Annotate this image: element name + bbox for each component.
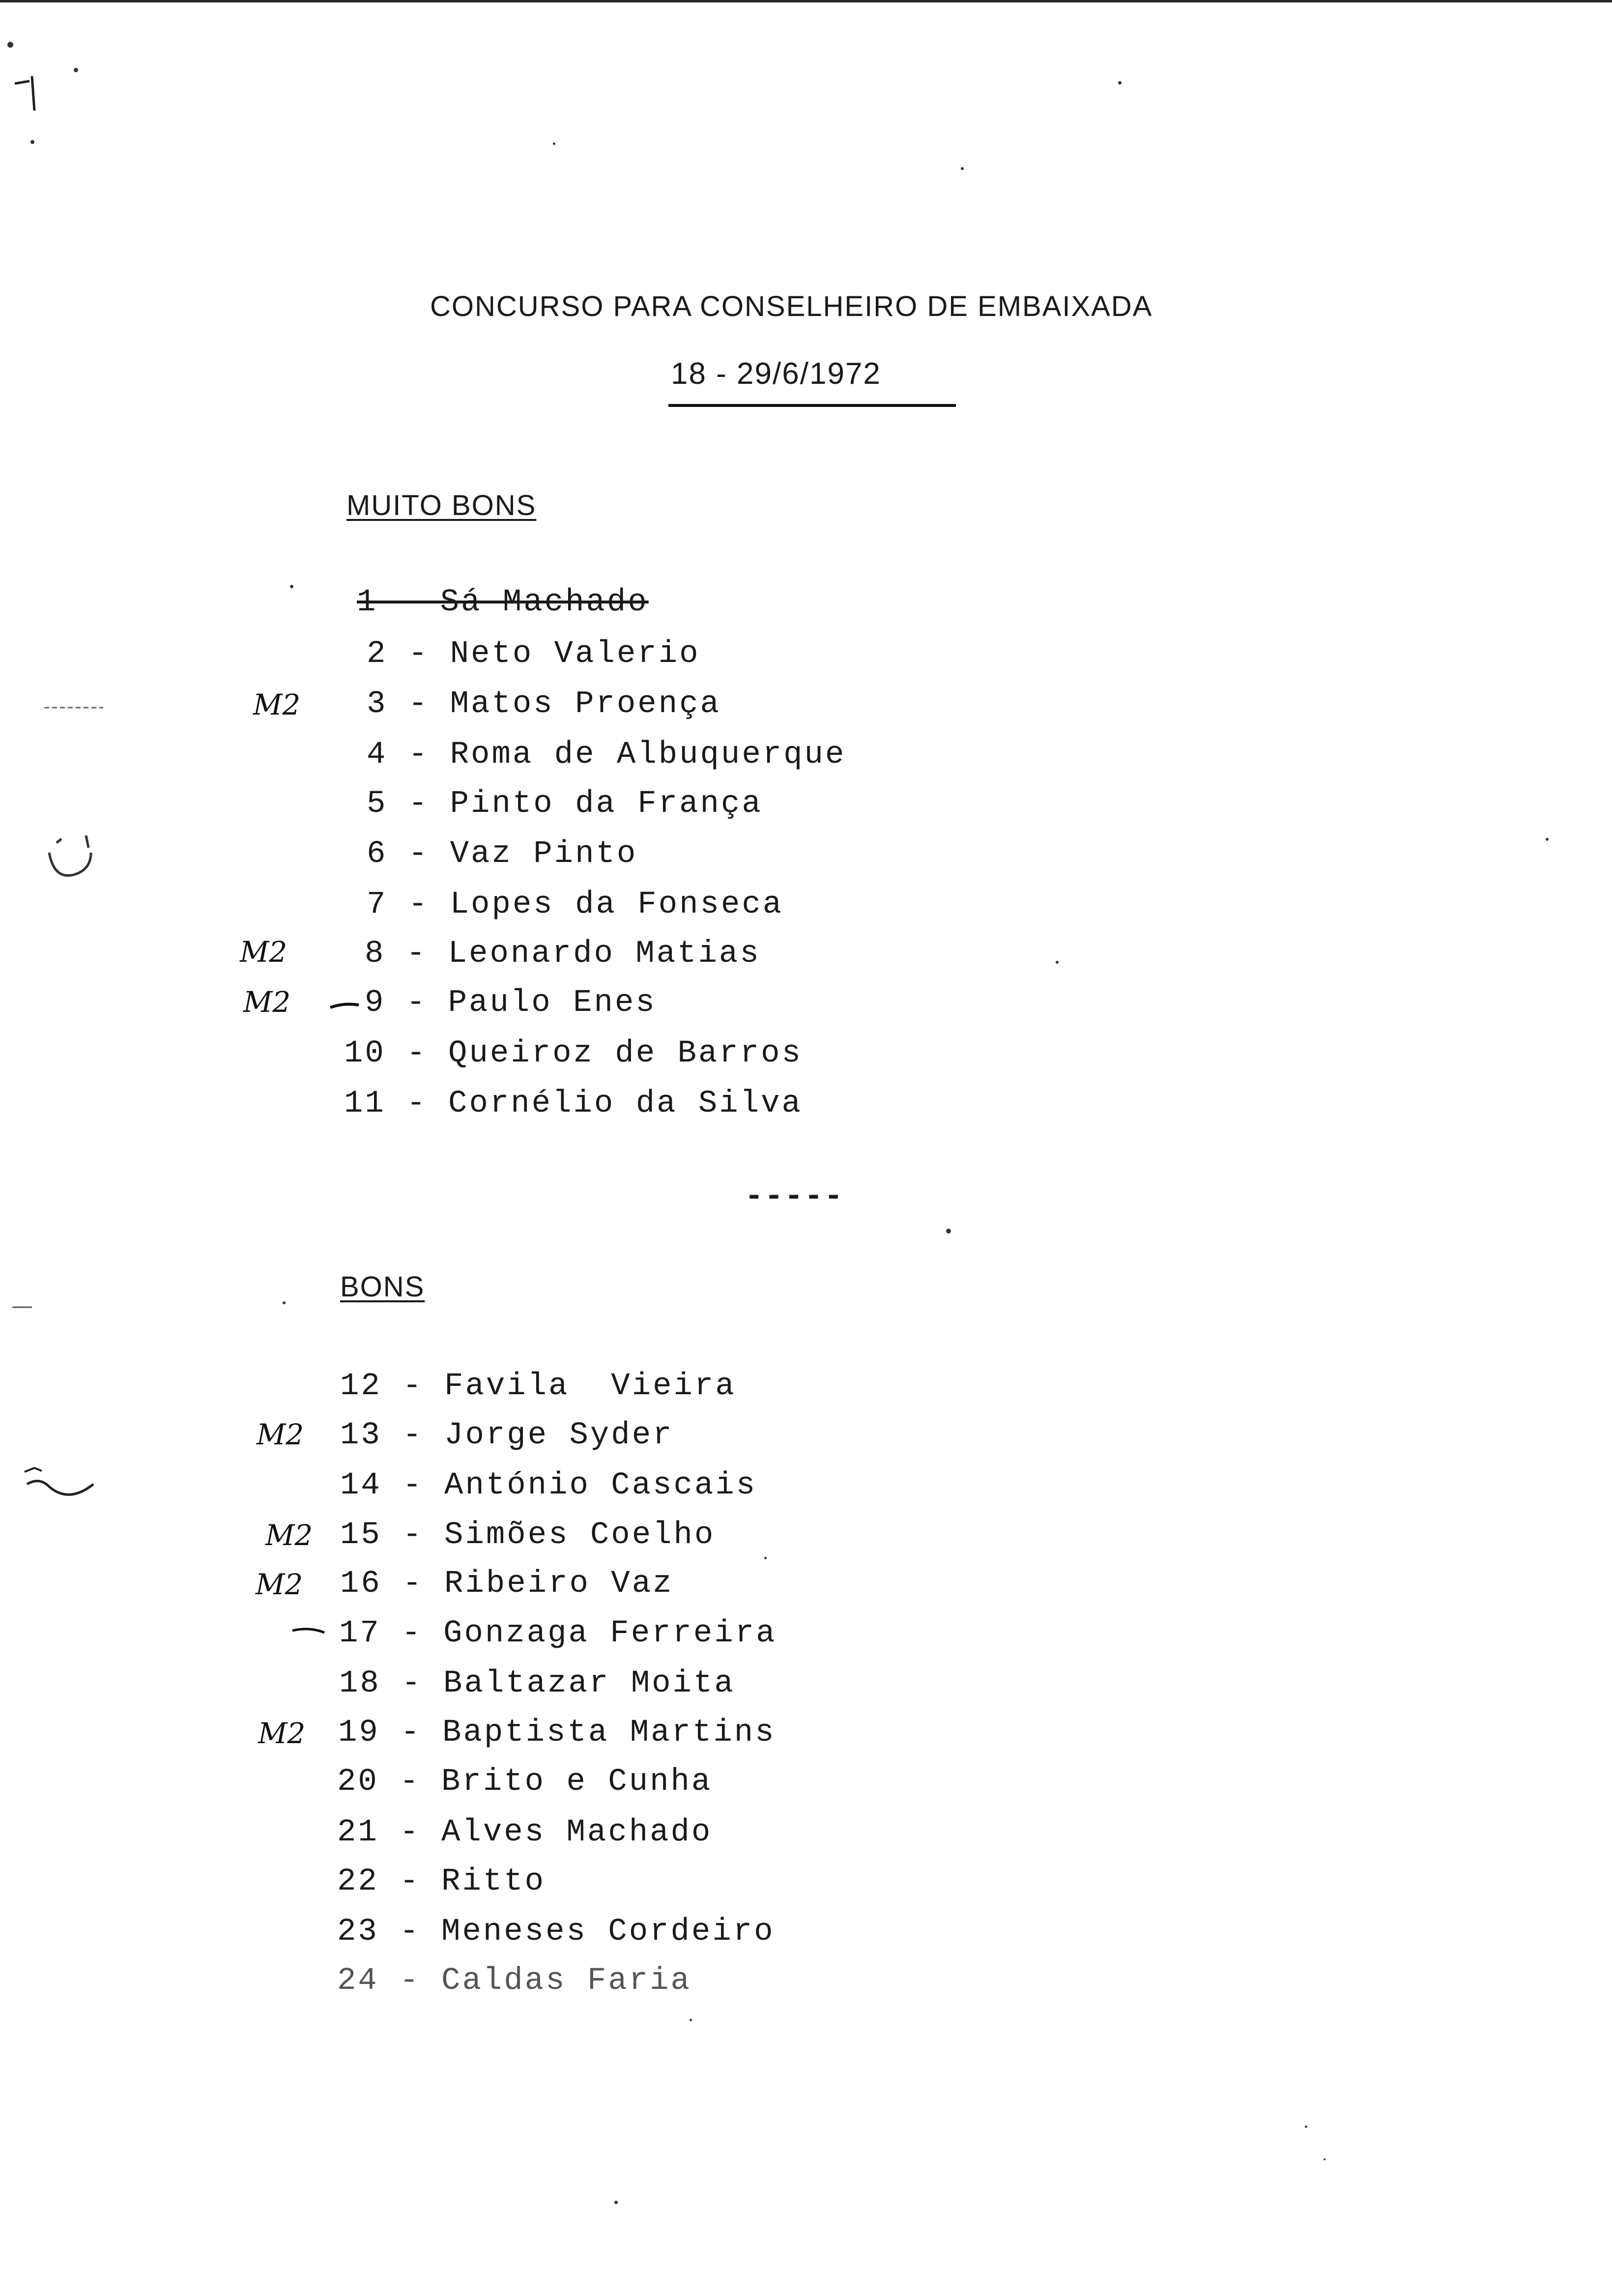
section-heading-bons: BONS: [340, 1271, 425, 1303]
list-item: 13 - Jorge Syder: [340, 1418, 674, 1453]
speck: [961, 167, 964, 170]
speck: [283, 1301, 286, 1304]
speck: [30, 140, 34, 144]
speck: [1324, 2158, 1325, 2160]
margin-note: M2: [240, 935, 288, 969]
list-item: 4 - Roma de Albuquerque: [367, 737, 846, 773]
speck: [553, 143, 555, 145]
speck: [1305, 2125, 1307, 2128]
margin-note: M2: [265, 1519, 313, 1552]
list-item: 22 - Ritto: [337, 1864, 546, 1899]
section-heading-muito-bons: MUITO BONS: [346, 489, 537, 521]
document-title: CONCURSO PARA CONSELHEIRO DE EMBAIXADA: [430, 290, 1153, 322]
list-item: 1 - Sá Machado: [357, 585, 649, 620]
list-item: 23 - Meneses Cordeiro: [337, 1914, 775, 1950]
list-item: 3 - Matos Proença: [367, 687, 721, 722]
list-item: 19 - Baptista Martins: [338, 1715, 776, 1751]
list-item: 2 - Neto Valerio: [367, 636, 700, 672]
list-item: 18 - Baltazar Moita: [339, 1666, 735, 1701]
speck: [690, 2019, 692, 2021]
section-separator: -----: [745, 1179, 844, 1215]
list-item: 17 - Gonzaga Ferreira: [339, 1616, 777, 1651]
list-item: 10 - Queiroz de Barros: [344, 1036, 803, 1071]
speck: [7, 42, 13, 48]
margin-note: M2: [243, 985, 291, 1019]
speck: [614, 2201, 618, 2204]
speck: [764, 1557, 767, 1559]
list-item: 12 - Favila Vieira: [340, 1369, 736, 1404]
list-item: 8 - Leonardo Matias: [365, 936, 761, 972]
speck: [1546, 838, 1549, 841]
document-date: 18 - 29/6/1972: [671, 357, 881, 391]
speck: [1118, 81, 1122, 85]
list-item: 9 - Paulo Enes: [365, 985, 657, 1021]
list-item: 15 - Simões Coelho: [340, 1518, 716, 1553]
list-item: 14 - António Cascais: [340, 1468, 757, 1503]
list-item: 20 - Brito e Cunha: [337, 1764, 713, 1800]
list-item: 7 - Lopes da Fonseca: [367, 887, 784, 922]
speck: [946, 1229, 951, 1234]
margin-note: M2: [253, 688, 301, 721]
margin-note: M2: [258, 1717, 306, 1750]
margin-note: M2: [257, 1418, 304, 1451]
list-item: 5 - Pinto da França: [367, 786, 763, 822]
list-item: 6 - Vaz Pinto: [367, 836, 638, 872]
speck: [290, 585, 293, 588]
list-item: 21 - Alves Machado: [337, 1815, 713, 1850]
speck: [1056, 961, 1059, 964]
margin-note: M2: [256, 1568, 303, 1601]
speck: [74, 68, 78, 72]
list-item: 16 - Ribeiro Vaz: [340, 1566, 674, 1602]
list-item: 24 - Caldas Faria: [337, 1963, 691, 1999]
list-item: 11 - Cornélio da Silva: [344, 1086, 803, 1121]
